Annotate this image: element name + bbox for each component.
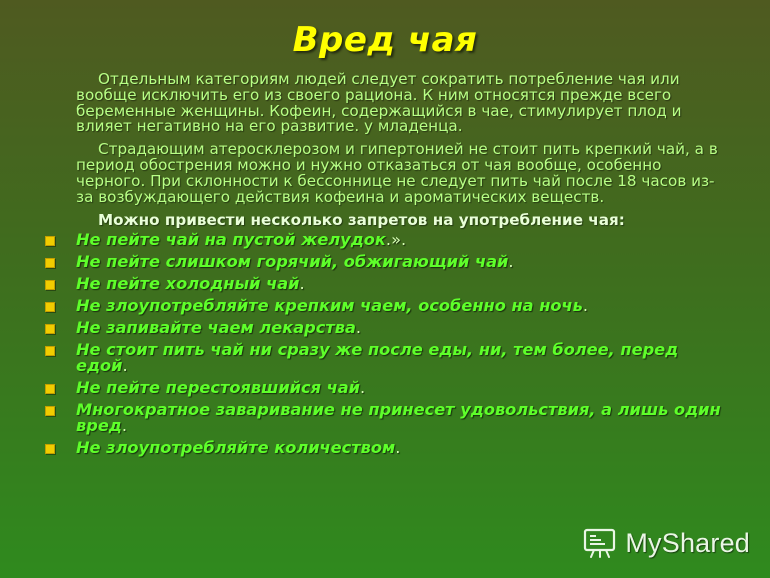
list-item-text xyxy=(76,380,728,396)
slide-content xyxy=(0,72,770,462)
restrictions-intro: Можно привести несколько запретов на употребление чая: xyxy=(98,211,625,230)
square-bullet-icon xyxy=(45,444,55,454)
list-item-text xyxy=(76,320,728,336)
list-item-text xyxy=(76,298,728,314)
list-item-punctuation: .». xyxy=(385,230,407,250)
list-item xyxy=(76,276,728,292)
brand-name: MyShared xyxy=(625,527,750,558)
square-bullet-icon xyxy=(45,324,55,334)
square-bullet-icon xyxy=(45,258,55,268)
restrictions-list xyxy=(0,232,770,456)
list-item-main: Не пейте перестоявшийся чай xyxy=(76,378,361,398)
list-item-punctuation: . xyxy=(508,252,514,272)
list-item-main: Не злоупотребляйте количеством xyxy=(76,438,396,458)
list-item-main: Не пейте чай на пустой желудок xyxy=(76,230,386,250)
list-item-text xyxy=(76,402,728,434)
list-item-punctuation: . xyxy=(360,378,366,398)
list-item xyxy=(76,298,728,314)
list-item-main: Не стоит пить чай ни сразу же после еды, ни, тем более, перед едой xyxy=(76,340,679,376)
paragraph-pregnancy: Отдельным категориям людей следует сократить потребление чая или вообще исключить его из своего рациона. К ним относятся прежде всего беременные женщины. Кофеин, содержащийся в чае, стимулирует плод и влияет негативно на его развитие. у младенца. xyxy=(76,70,682,136)
list-item xyxy=(76,342,728,374)
list-item-text xyxy=(76,276,728,292)
list-item-text xyxy=(76,232,728,248)
list-item xyxy=(76,232,728,248)
slide-title: Вред чая xyxy=(292,20,478,60)
list-item-main: Не пейте слишком горячий, обжигающий чай xyxy=(76,252,509,272)
list-item-main: Многократное заваривание не принесет удовольствия, а лишь один вред xyxy=(76,400,721,436)
square-bullet-icon xyxy=(45,384,55,394)
square-bullet-icon xyxy=(45,346,55,356)
list-item-text xyxy=(76,254,728,270)
square-bullet-icon xyxy=(45,280,55,290)
list-item-punctuation: . xyxy=(395,438,401,458)
list-item-main: Не злоупотребляйте крепким чаем, особенно на ночь xyxy=(76,296,583,316)
myshared-logo[interactable] xyxy=(583,528,750,558)
list-item xyxy=(76,254,728,270)
presentation-board-icon xyxy=(583,528,617,558)
list-item-punctuation: . xyxy=(122,356,128,376)
list-item-punctuation: . xyxy=(121,416,128,436)
list-item xyxy=(76,320,728,336)
list-item-main: Не пейте холодный чай xyxy=(76,274,300,294)
list-item-punctuation: . xyxy=(582,296,589,316)
list-item-main: Не запивайте чаем лекарства xyxy=(76,318,356,338)
list-item xyxy=(76,402,728,434)
list-item-punctuation: . xyxy=(355,318,362,338)
paragraph-health-conditions: Страдающим атеросклерозом и гипертонией не стоит пить крепкий чай, а в период обострения можно и нужно отказаться от чая вообще, особенно черного. При склонности к бессоннице не следует пить чай после 18 часов из-за возбуждающего действия кофеина и ароматических веществ. xyxy=(76,140,718,206)
list-item xyxy=(76,380,728,396)
list-item-text xyxy=(76,440,728,456)
list-item xyxy=(76,440,728,456)
square-bullet-icon xyxy=(45,236,55,246)
square-bullet-icon xyxy=(45,406,55,416)
square-bullet-icon xyxy=(45,302,55,312)
list-item-text xyxy=(76,342,728,374)
list-item-punctuation: . xyxy=(299,274,305,294)
